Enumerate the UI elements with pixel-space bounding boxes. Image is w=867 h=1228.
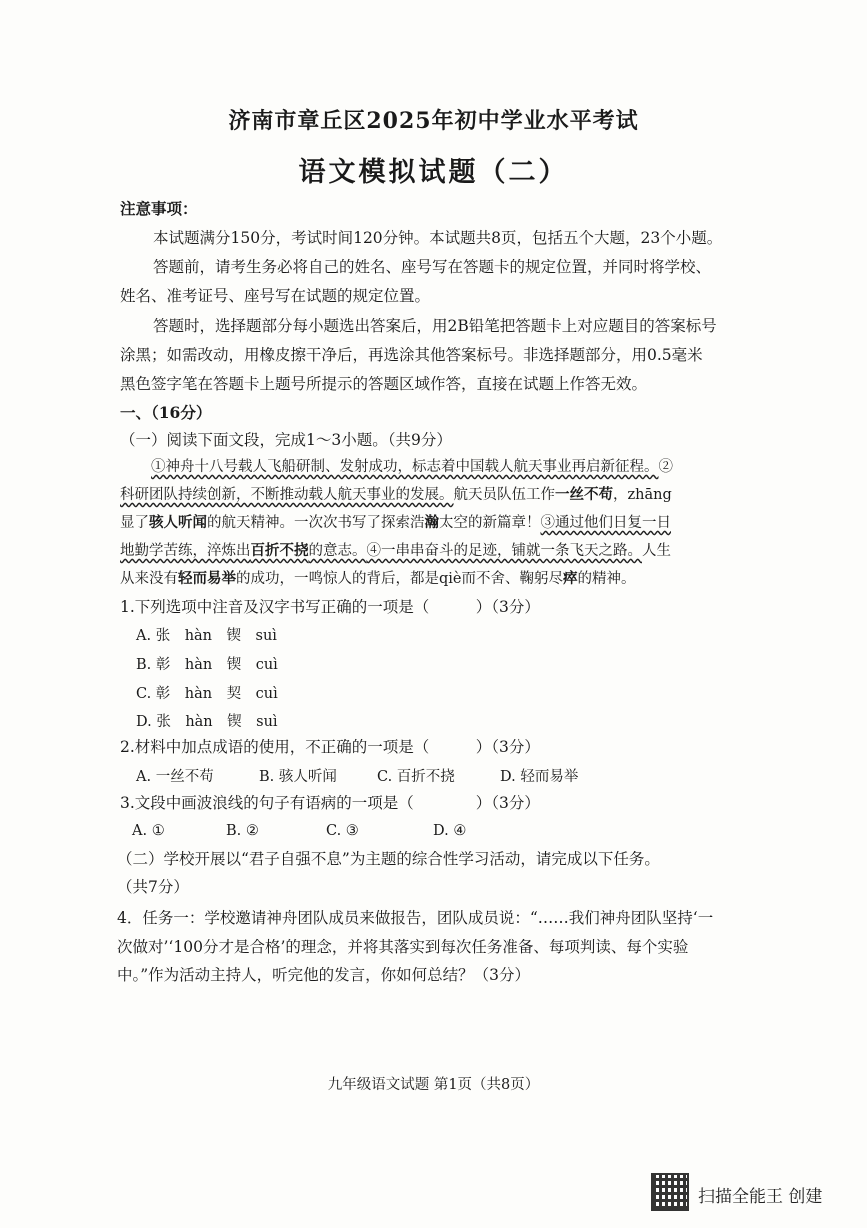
notice-p3b: 涂黑；如需改动，用橡皮擦干净后，再选涂其他答案标号。非选择题部分，用0.5毫米: [120, 346, 703, 364]
q3-option-c[interactable]: C. ③: [326, 823, 359, 839]
q3-option-a[interactable]: A. ①: [132, 823, 165, 839]
part1-instruction: （一）阅读下面文段，完成1～3小题。（共9分）: [120, 431, 452, 449]
passage-text: 太空的新篇章！: [439, 515, 541, 531]
notice-p3c: 黑色签字笔在答题卡上题号所提示的答题区域作答，直接在试题上作答无效。: [120, 375, 648, 393]
passage-line-2: [120, 485, 672, 505]
idiom-d: 轻而易举: [178, 570, 236, 587]
scanner-watermark: 扫描全能王 创建: [698, 1187, 823, 1207]
notice-p3a: 答题时，选择题部分每小题选出答案后，用2B铅笔把答题卡上对应题目的答案标号: [153, 317, 717, 335]
q1-option-b[interactable]: B. 彰 hàn 锲 cuì: [136, 657, 278, 673]
notice-p1: 本试题满分150分，考试时间120分钟。本试题共8页，包括五个大题，23个小题。: [153, 229, 723, 247]
notice-p2a: 答题前，请考生务必将自己的姓名、座号写在答题卡的规定位置，并同时将学校、: [153, 258, 712, 276]
q3-option-b[interactable]: B. ②: [226, 823, 259, 839]
passage-text: 人生: [642, 543, 671, 559]
passage-text: 显了: [120, 515, 149, 531]
q2-option-a[interactable]: A. 一丝不苟: [136, 769, 214, 785]
passage-text: 从来没有: [120, 571, 178, 587]
sentence-1: ①神舟十八号载人飞船研制、发射成功，标志着中国载人航天事业再启新征程。: [151, 459, 659, 475]
passage-text: 的航天精神。一次次书写了探索浩: [207, 515, 425, 531]
notice-p2b: 姓名、准考证号、座号写在试题的规定位置。: [120, 287, 431, 305]
sentence-3c: 的意志。: [308, 543, 367, 559]
sentence-3a: ③通过他们日复一日: [540, 515, 671, 531]
part2-points: （共7分）: [117, 878, 189, 896]
question-4-line-3: 中。”作为活动主持人，听完他的发言，你如何总结？（3分）: [117, 966, 531, 984]
passage-text: 的精神。: [577, 571, 636, 587]
question-2-stem: 2.材料中加点成语的使用，不正确的一项是（ ）（3分）: [120, 738, 540, 756]
page-footer: 九年级语文试题 第1页（共8页）: [327, 1077, 540, 1093]
char-han: 瀚: [424, 514, 439, 531]
question-4-line-1: 4．任务一：学校邀请神舟团队成员来做报告，团队成员说：“……我们神舟团队坚持‘一: [117, 909, 714, 927]
question-4-line-2: 次做对’‘100分才是合格’的理念，并将其落实到每次任务准备、每项判读、每个实验: [117, 938, 689, 956]
passage-text: 的成功，一鸣惊人的背后，都是qiè而不舍、鞠躬尽: [236, 571, 563, 587]
passage-text: 航天员队伍工作: [453, 487, 555, 503]
marker-2: ②: [658, 459, 673, 475]
passage-text: ，zhāng: [613, 487, 672, 503]
q1-option-c[interactable]: C. 彰 hàn 契 cuì: [136, 686, 278, 702]
passage-line-1: [151, 457, 673, 477]
notice-heading: 注意事项：: [120, 199, 198, 218]
sentence-3b: 地勤学苦练，淬炼出: [120, 543, 251, 559]
q1-option-a[interactable]: A. 张 hàn 锲 suì: [136, 628, 277, 644]
part2-instruction: （二）学校开展以“君子自强不息”为主题的综合性学习活动，请完成以下任务。: [117, 850, 660, 868]
q1-option-d[interactable]: D. 张 hàn 锲 suì: [136, 714, 278, 730]
question-3-stem: 3.文段中画波浪线的句子有语病的一项是（ ）（3分）: [120, 794, 540, 812]
passage-line-3: [120, 513, 671, 533]
idiom-a: 一丝不苟: [555, 486, 613, 503]
q3-option-d[interactable]: D. ④: [433, 823, 467, 839]
q2-option-c[interactable]: C. 百折不挠: [377, 769, 455, 785]
qr-code-icon: [651, 1173, 689, 1211]
sentence-2: 科研团队持续创新，不断推动载人航天事业的发展。: [120, 487, 454, 503]
idiom-b: 骇人听闻: [149, 514, 207, 531]
idiom-c: 百折不挠: [250, 542, 309, 559]
passage-line-4: [120, 541, 671, 561]
exam-subtitle: 语文模拟试题（二）: [298, 157, 569, 188]
q2-option-d[interactable]: D. 轻而易举: [500, 769, 579, 785]
exam-title: 济南市章丘区2025年初中学业水平考试: [228, 108, 639, 134]
question-1-stem: 1.下列选项中注音及汉字书写正确的一项是（ ）（3分）: [120, 598, 540, 616]
q2-option-b[interactable]: B. 骇人听闻: [259, 769, 337, 785]
section1-heading: 一、（16分）: [120, 403, 212, 422]
passage-line-5: [120, 569, 636, 589]
sentence-4: ④一串串奋斗的足迹，铺就一条飞天之路。: [366, 543, 642, 559]
char-cui: 瘁: [563, 570, 578, 587]
